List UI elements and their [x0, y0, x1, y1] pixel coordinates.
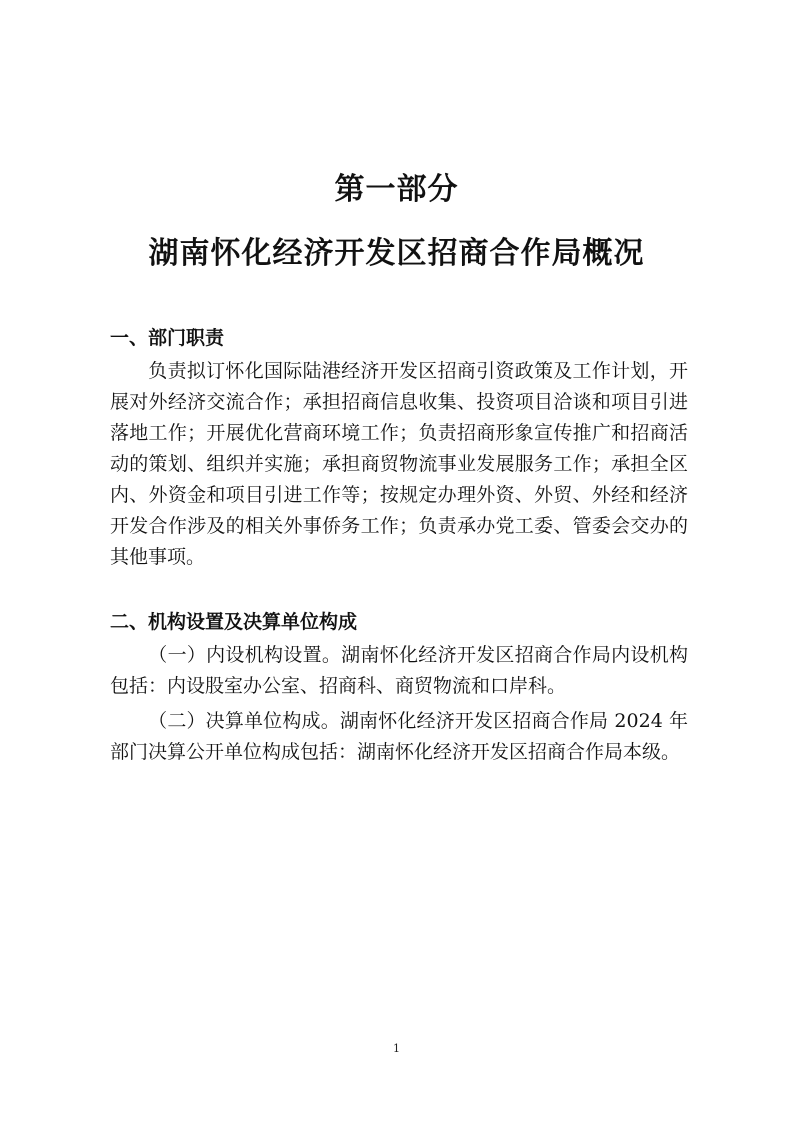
- responsibilities-text: 负责拟订怀化国际陆港经济开发区招商引资政策及工作计划，开展对外经济交流合作；承担招商信息收集、投资项目洽谈和项目引进落地工作；开展优化营商环境工作；负责招商形象宣传推广和招商活动的策划、组织并实施；承担商贸物流事业发展服务工作；承担全区内、外资金和项目引进工作等；按规定办理外资、外贸、外经和经济开发合作涉及的相关外事侨务工作；负责承办党工委、管委会交办的其他事项。: [110, 360, 688, 568]
- page-title-part: 第一部分: [334, 172, 459, 207]
- responsibilities-paragraph: [110, 356, 688, 573]
- internal-structure-paragraph: [110, 640, 688, 702]
- page-number: 1: [393, 1042, 400, 1055]
- section-heading-organization: 二、机构设置及决算单位构成: [110, 611, 358, 633]
- accounting-units-text: （二）决算单位构成。湖南怀化经济开发区招商合作局 2024 年部门决算公开单位构成包括：湖南怀化经济开发区招商合作局本级。: [110, 710, 688, 763]
- section-heading-responsibilities: 一、部门职责: [110, 327, 225, 349]
- accounting-units-paragraph: [110, 706, 688, 768]
- internal-structure-text: （一）内设机构设置。湖南怀化经济开发区招商合作局内设机构包括：内设股室办公室、招商科、商贸物流和口岸科。: [110, 644, 688, 697]
- page-title-organization: 湖南怀化经济开发区招商合作局概况: [148, 236, 645, 271]
